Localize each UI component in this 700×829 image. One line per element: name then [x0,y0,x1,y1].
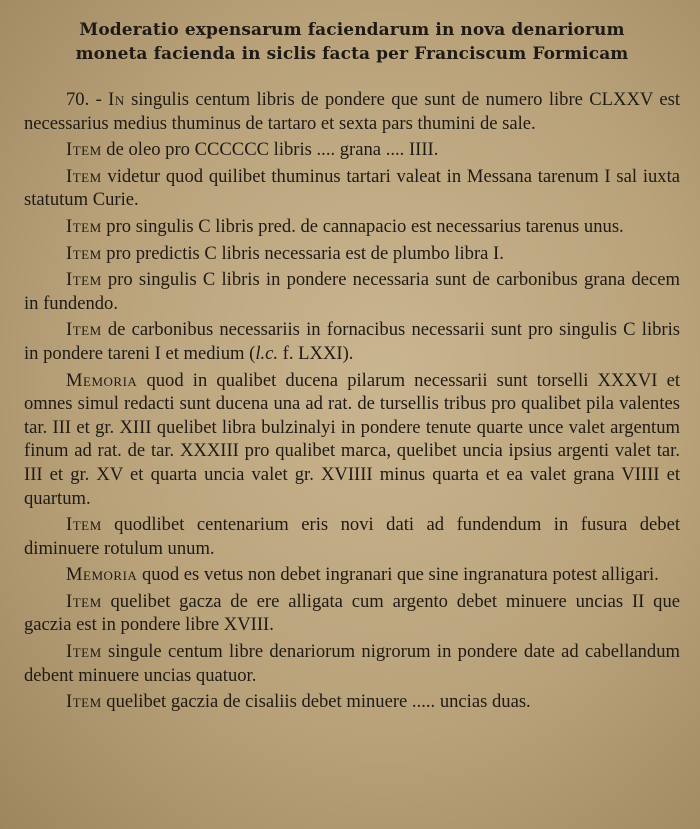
paragraph-text: pro predictis C libris necessaria est de plumbo libra I. [106,242,504,264]
paragraph [24,165,680,212]
paragraph [24,690,680,714]
paragraph-lead: Memoria [66,564,138,586]
paragraph-text: pro singulis C libris pred. de cannapacio est necessarius tarenus unus. [106,215,624,237]
paragraph-text: quelibet gaczia de cisaliis debet minuere ..... uncias duas. [106,691,531,713]
citation-italic: l.c. [255,342,279,364]
title-line-2: moneta facienda in siclis facta per Franciscum Formicam [75,44,629,64]
paragraph [24,563,680,587]
paragraph-lead: Item [66,215,102,237]
paragraph-lead: Item [66,590,102,612]
paragraph-lead: Memoria [66,369,138,391]
paragraph-text: de oleo pro CCCCCC libris .... grana .... IIII. [106,139,439,161]
paragraph [24,268,680,315]
paragraph-text-after: f. LXXI). [278,342,354,364]
paragraph [24,590,680,637]
title-line-1: Moderatio expensarum faciendarum in nova denariorum [79,20,625,40]
paragraph-text: quod in qualibet ducena pilarum necessarii sunt torselli XXXVI et omnes simul redacti sunt ducena una ad rat. de tursellis tribus pro qualibet pila valentes tar. III et gr. XIII quelibet libra bulzinalyi in pondere tenute quarte unce valet argentum finum ad rat. de tar. XXXIII pro qualibet marca, quelibet uncia ipsius argenti valet tar. III et gr. XV et quarta uncia valet gr. XVIIII minus quarta et ea valet grana VIIII et quartum. [24,369,680,509]
paragraph-text: quod es vetus non debet ingranari que sine ingranatura potest alligari. [141,564,659,586]
paragraph [24,215,680,239]
paragraph [24,138,680,162]
paragraph-lead: In [108,89,125,110]
paragraph-lead: Item [66,242,102,264]
paragraph-text: singule centum libre denariorum nigrorum in pondere date ad cabellandum debent minuere uncias quatuor. [24,641,680,686]
paragraph-text: pro singulis C libris in pondere necessaria sunt de carbonibus grana decem in fundendo. [24,269,680,314]
paragraph-lead: Item [66,514,102,536]
paragraph-lead: Item [66,165,102,187]
paragraph-text: de carbonibus necessariis in fornacibus necessarii sunt pro singulis C libris in pondere tareni I et medium ( [24,319,680,364]
paragraph [24,513,680,560]
paragraph-lead: Item [66,691,102,713]
paragraph-lead: Item [66,319,102,341]
document-body [24,88,680,714]
paragraph [24,640,680,687]
paragraph-text: quelibet gacza de ere alligata cum argento debet minuere uncias II que gaczia est in pondere libre XVIII. [24,590,680,636]
paragraph-text: singulis centum libris de pondere que sunt de numero libre CLXXV est necessarius medius thuminus de tartaro et sexta pars thumini de sale. [24,89,680,134]
page-title [24,18,680,66]
paragraph [24,242,680,266]
paragraph-text: videtur quod quilibet thuminus tartari valeat in Messana tarenum I sal iuxta statutum Curie. [24,165,680,211]
paragraph-70 [24,88,680,135]
paragraph-text: quodlibet centenarium eris novi dati ad fundendum in fusura debet diminuere rotulum unum. [24,514,680,559]
paragraph [24,318,680,365]
paragraph [24,369,680,511]
paragraph-lead: Item [66,139,102,161]
paragraph-number: 70. - [66,89,102,110]
paragraph-lead: Item [66,269,102,291]
paragraph-lead: Item [66,641,102,663]
